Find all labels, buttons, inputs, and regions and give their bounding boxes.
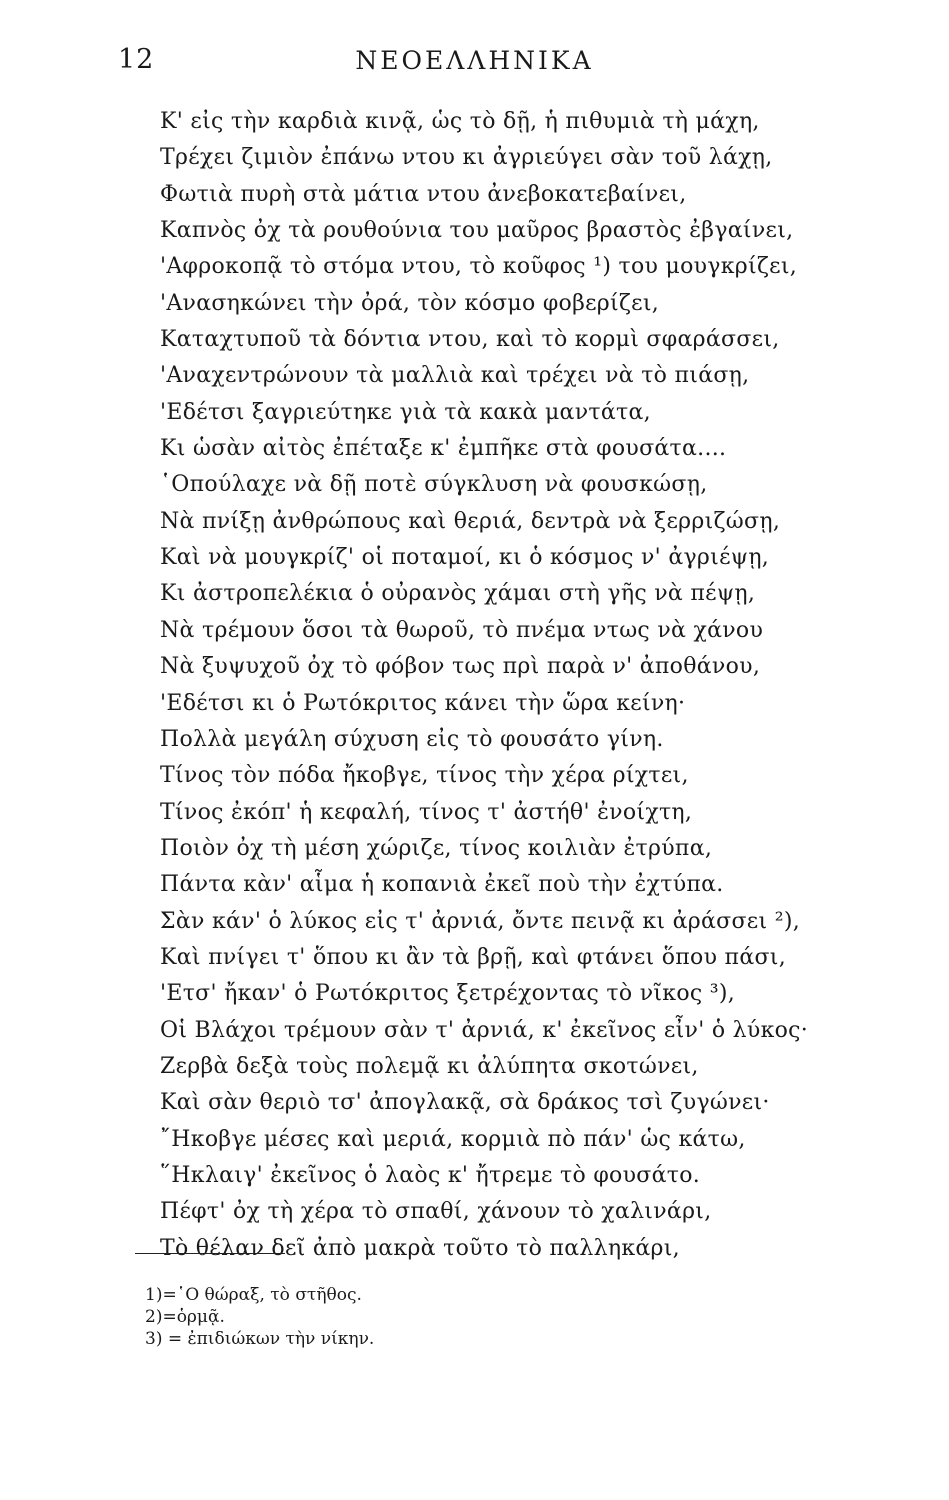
verse-line: ῾Οπούλαχε νὰ δῇ ποτὲ σύγκλυση νὰ φουσκώσῃ, <box>160 472 708 498</box>
verse-line: Πάντα κὰν' αἷμα ἡ κοπανιὰ ἐκεῖ ποὺ τὴν ἐχτύπα. <box>160 872 724 898</box>
verse-line: Ποιὸν ὀχ τὴ μέση χώριζε, τίνος κοιλιὰν ἐτρύπα, <box>160 835 713 861</box>
verse-line: 'Εδέτσι ξαγριεύτηκε γιὰ τὰ κακὰ μαντάτα, <box>160 399 651 425</box>
verse-line: Καὶ σὰν θεριὸ τσ' ἀπογλακᾷ, σὰ δράκος τσὶ ζυγώνει· <box>160 1090 770 1116</box>
verse-line: 'Αναχεντρώνουν τὰ μαλλιὰ καὶ τρέχει νὰ τὸ πιάσῃ, <box>160 363 750 389</box>
footnote-3: 3) = ἐπιδιώκων τὴν νίκην. <box>145 1329 375 1349</box>
verse-line: Κι ὡσὰν αἰτὸς ἐπέταξε κ' ἐμπῆκε στὰ φουσάτα.... <box>160 436 727 462</box>
footnote-1: 1)=῾Ο θώραξ, τὸ στῆθος. <box>145 1285 362 1305</box>
verse-line: 'Αφροκοπᾷ τὸ στόμα ντου, τὸ κοῦφος ¹) του μουγκρίζει, <box>160 254 798 280</box>
verse-line: Νὰ πνίξῃ ἀνθρώπους καὶ θεριά, δεντρὰ νὰ ξερριζώσῃ, <box>160 508 781 534</box>
verse-line: Νὰ ξυψυχοῦ ὀχ τὸ φόβον τως πρὶ παρὰ ν' ἀποθάνου, <box>160 654 761 680</box>
verse-line: Οἱ Βλάχοι τρέμουν σὰν τ' ἀρνιά, κ' ἐκεῖνος εἶν' ὁ λύκος· <box>160 1017 809 1043</box>
verse-line: Τρέχει ζιμιὸν ἐπάνω ντου κι ἀγριεύγει σὰν τοῦ λάχῃ, <box>160 145 773 171</box>
verse-line: Πέφτ' ὀχ τὴ χέρα τὸ σπαθί, χάνουν τὸ χαλινάρι, <box>160 1199 712 1225</box>
page-number: 12 <box>118 44 155 75</box>
verse-line: 'Ανασηκώνει τὴν ὀρά, τὸν κόσμο φοβερίζει, <box>160 290 660 316</box>
verse-line: Καπνὸς ὀχ τὰ ρουθούνια του μαῦρος βραστὸς ἐβγαίνει, <box>160 218 794 244</box>
verse-line: ῞Ηκλαιγ' ἐκεῖνος ὁ λαὸς κ' ἤτρεμε τὸ φουσάτο. <box>160 1162 701 1188</box>
verse-line: Κι ἀστροπελέκια ὁ οὐρανὸς χάμαι στὴ γῆς νὰ πέψῃ, <box>160 581 756 607</box>
verse-line: 'Ετσ' ἤκαν' ὁ Ρωτόκριτος ξετρέχοντας τὸ νῖκος ³), <box>160 981 736 1007</box>
footnotes <box>145 1284 374 1350</box>
verse-line: Ζερβὰ δεξὰ τοὺς πολεμᾷ κι ἀλύπητα σκοτώνει, <box>160 1053 699 1079</box>
verse-line: Καὶ πνίγει τ' ὅπου κι ἂν τὰ βρῇ, καὶ φτάνει ὅπου πάσι, <box>160 944 787 970</box>
verse-line: ῎Ηκοβγε μέσες καὶ μεριά, κορμιὰ πὸ πάν' ὡς κάτω, <box>160 1126 746 1152</box>
verse-line: 'Εδέτσι κι ὁ Ρωτόκριτος κάνει τὴν ὥρα κείνη· <box>160 690 686 716</box>
verse-line: Τίνος τὸν πόδα ἤκοβγε, τίνος τὴν χέρα ρίχτει, <box>160 763 689 789</box>
running-title: ΝΕΟΕΛΛΗΝΙΚΑ <box>355 46 594 75</box>
poem-body <box>160 104 840 1267</box>
verse-line: Φωτιὰ πυρὴ στὰ μάτια ντου ἀνεβοκατεβαίνει, <box>160 181 687 207</box>
verse-line: Τὸ θέλαν δεῖ ἀπὸ μακρὰ τοῦτο τὸ παλληκάρι, <box>160 1235 680 1261</box>
footnote-divider <box>135 1253 285 1254</box>
verse-line: Σὰν κάν' ὁ λύκος εἰς τ' ἀρνιά, ὄντε πεινᾷ κι ἀράσσει ²), <box>160 908 800 934</box>
footnote-2: 2)=ὁρμᾷ. <box>145 1307 225 1327</box>
verse-line: Τίνος ἐκόπ' ἡ κεφαλή, τίνος τ' ἀστήθ' ἐνοίχτη, <box>160 799 693 825</box>
verse-line: Πολλὰ μεγάλη σύχυση εἰς τὸ φουσάτο γίνη. <box>160 726 664 752</box>
verse-line: Νὰ τρέμουν ὅσοι τὰ θωροῦ, τὸ πνέμα ντως νὰ χάνου <box>160 617 764 643</box>
verse-line: Κ' εἰς τὴν καρδιὰ κινᾷ, ὡς τὸ δῇ, ἡ πιθυμιὰ τὴ μάχη, <box>160 109 760 134</box>
verse-line: Καὶ νὰ μουγκρίζ' οἱ ποταμοί, κι ὁ κόσμος ν' ἀγριέψῃ, <box>160 545 770 571</box>
verse-line: Καταχτυποῦ τὰ δόντια ντου, καὶ τὸ κορμὶ σφαράσσει, <box>160 327 780 353</box>
